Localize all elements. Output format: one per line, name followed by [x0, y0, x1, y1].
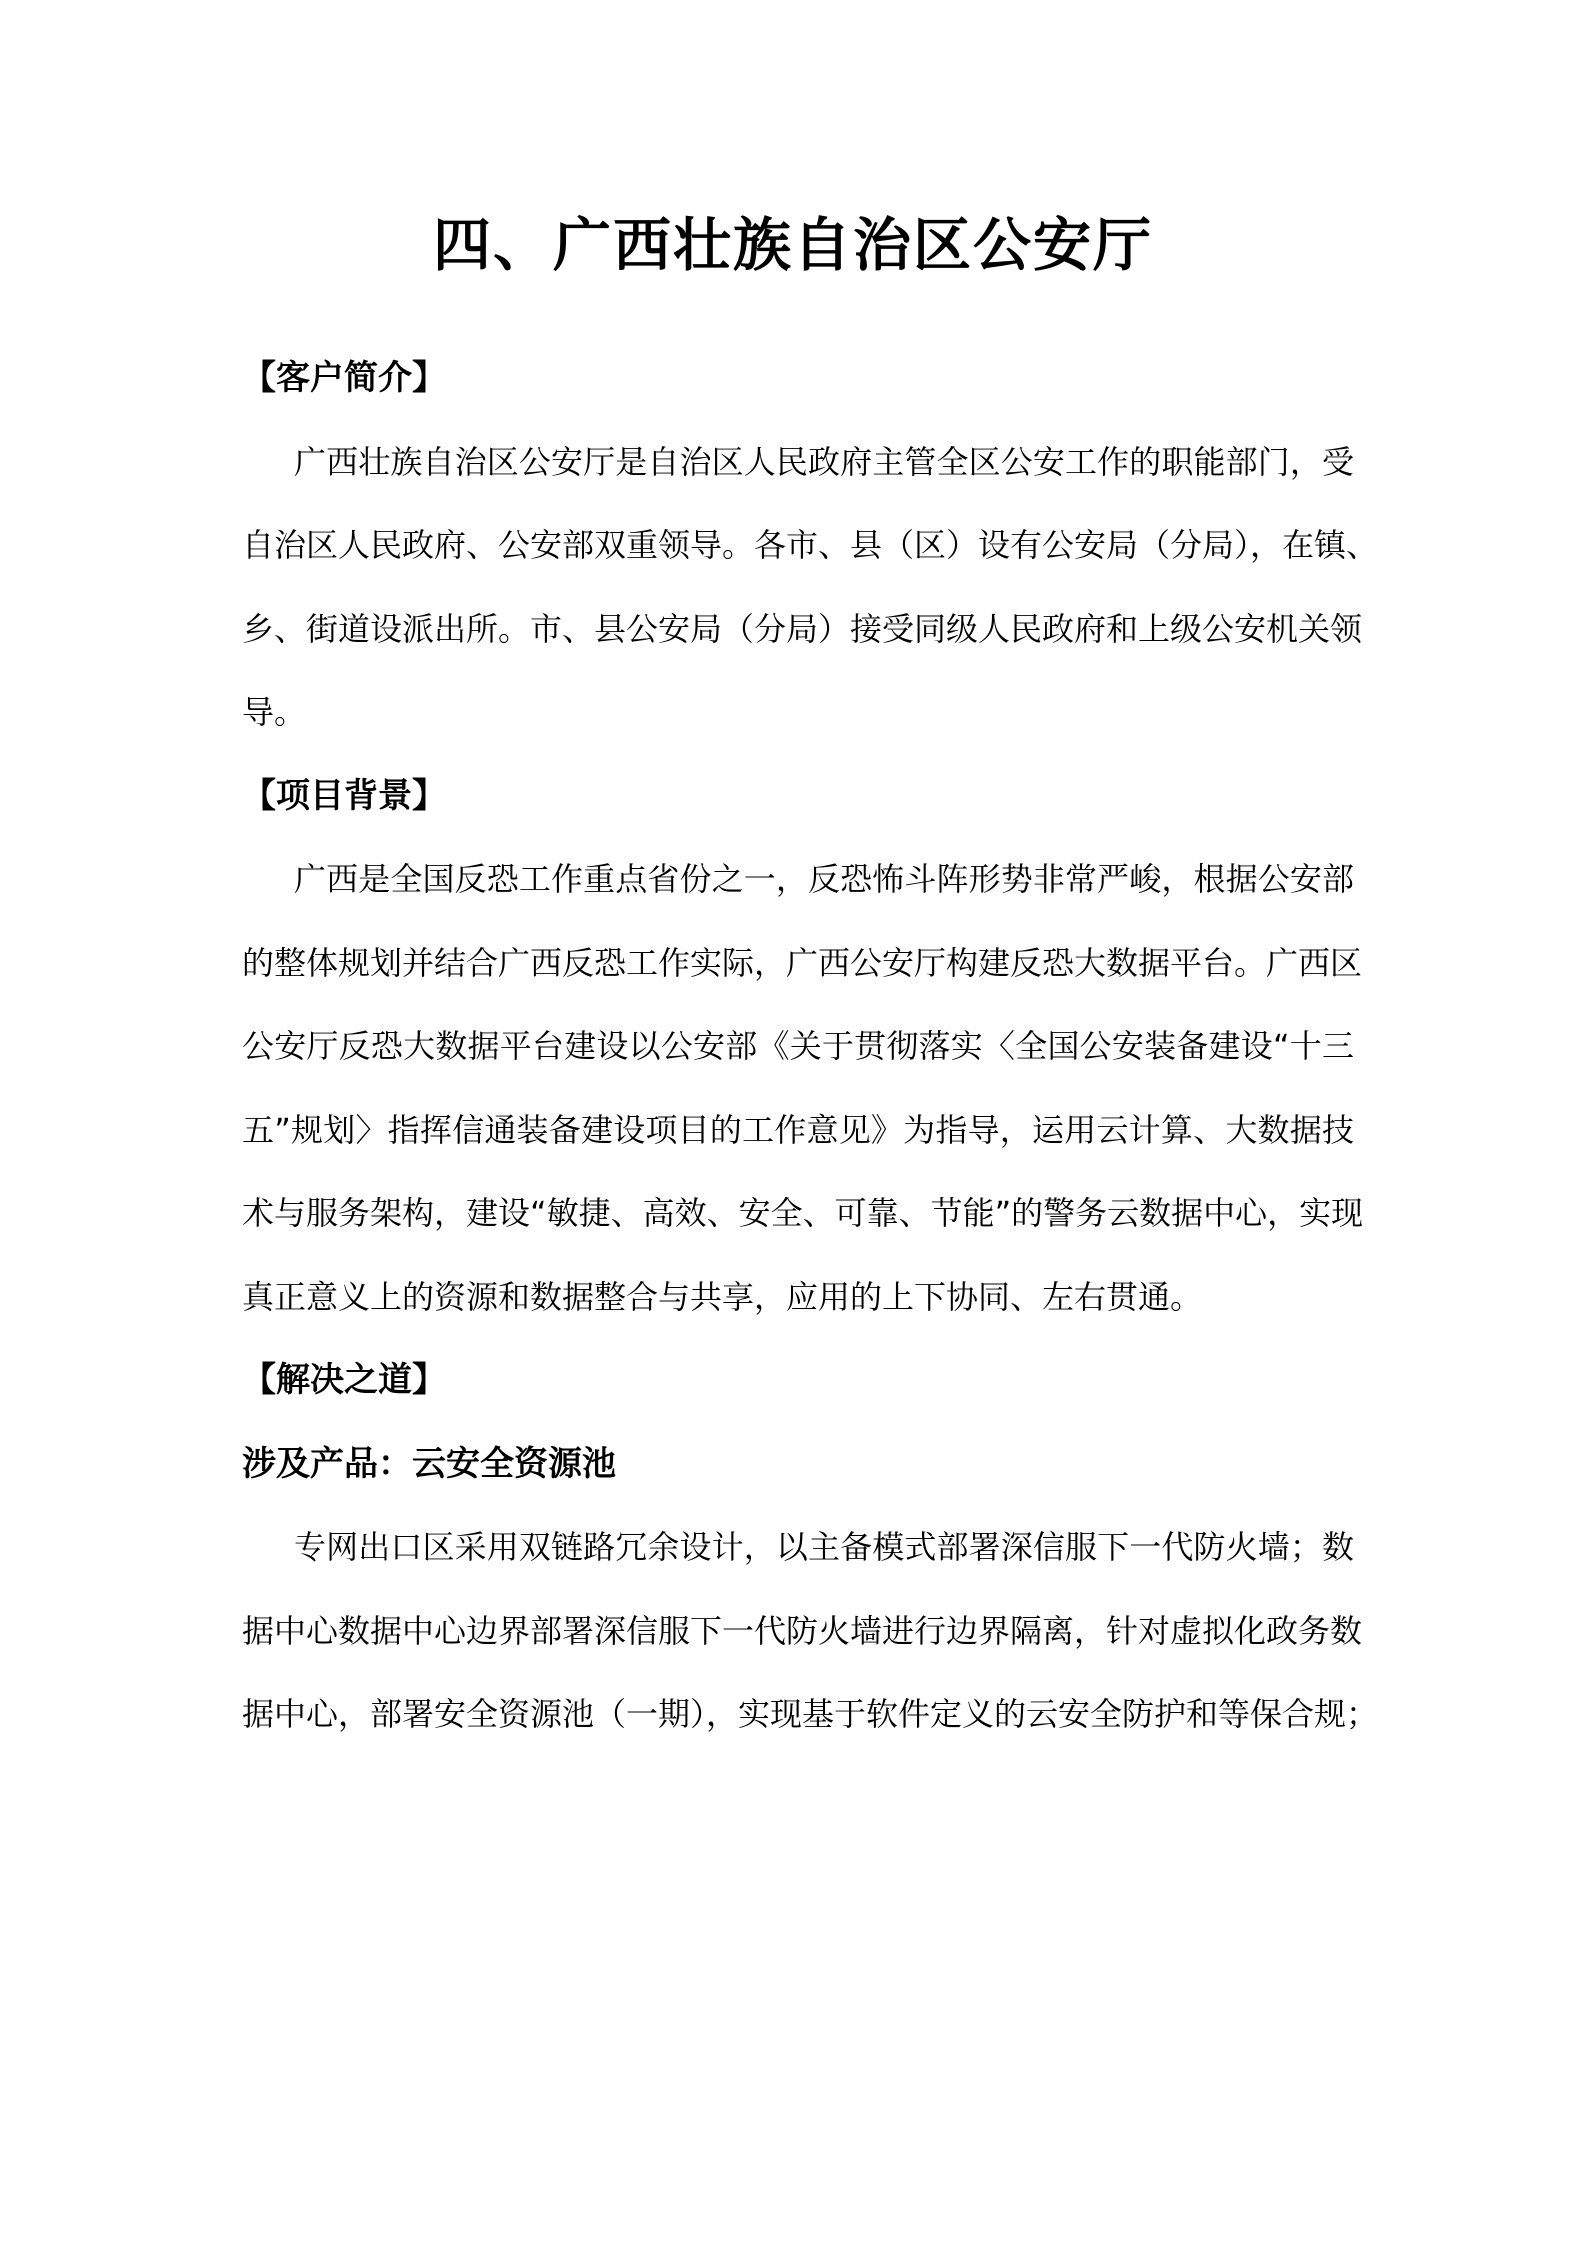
text-line: 广西是全国反恐工作重点省份之一，反恐怖斗阵形势非常严峻，根据公安部	[294, 860, 1354, 898]
text-line: 导。	[242, 693, 307, 731]
document-body	[242, 337, 1379, 1757]
text-line: 公安厅反恐大数据平台建设以公安部《关于贯彻落实〈全国公安装备建设“十三	[242, 1027, 1354, 1065]
section-heading-background: 【项目背景】	[242, 775, 446, 816]
paragraph-solution	[242, 1506, 1379, 1757]
text-line: 自治区人民政府、公安部双重领导。各市、县（区）设有公安局（分局），在镇、	[242, 526, 1379, 564]
section-heading-intro: 【客户简介】	[242, 358, 446, 398]
text-line: 乡、街道设派出所。市、县公安局（分局）接受同级人民政府和上级公安机关领	[242, 609, 1363, 648]
section-heading-solution: 【解决之道】	[242, 1360, 446, 1400]
page-title: 四、广西壮族自治区公安厅	[432, 211, 1153, 279]
text-line: 据中心数据中心边界部署深信服下一代防火墙进行边界隔离，针对虚拟化政务数	[242, 1611, 1363, 1650]
text-line: 据中心，部署安全资源池（一期），实现基于软件定义的云安全防护和等保合规；	[242, 1695, 1379, 1733]
text-line: 术与服务架构，建设“敏捷、高效、安全、可靠、节能”的警务云数据中心，实现	[242, 1194, 1364, 1232]
product-heading: 涉及产品：云安全资源池	[242, 1443, 616, 1484]
text-line: 的整体规划并结合广西反恐工作实际，广西公安厅构建反恐大数据平台。广西区	[242, 943, 1363, 982]
paragraph-intro	[242, 421, 1379, 755]
text-line: 五”规划〉指挥信通装备建设项目的工作意见》为指导，运用云计算、大数据技	[242, 1110, 1354, 1149]
text-line: 广西壮族自治区公安厅是自治区人民政府主管全区公安工作的职能部门，受	[294, 442, 1354, 481]
text-line: 真正意义上的资源和数据整合与共享，应用的上下协同、左右贯通。	[242, 1277, 1203, 1316]
text-line: 专网出口区采用双链路冗余设计，以主备模式部署深信服下一代防火墙；数	[294, 1528, 1354, 1566]
paragraph-background	[242, 838, 1364, 1339]
